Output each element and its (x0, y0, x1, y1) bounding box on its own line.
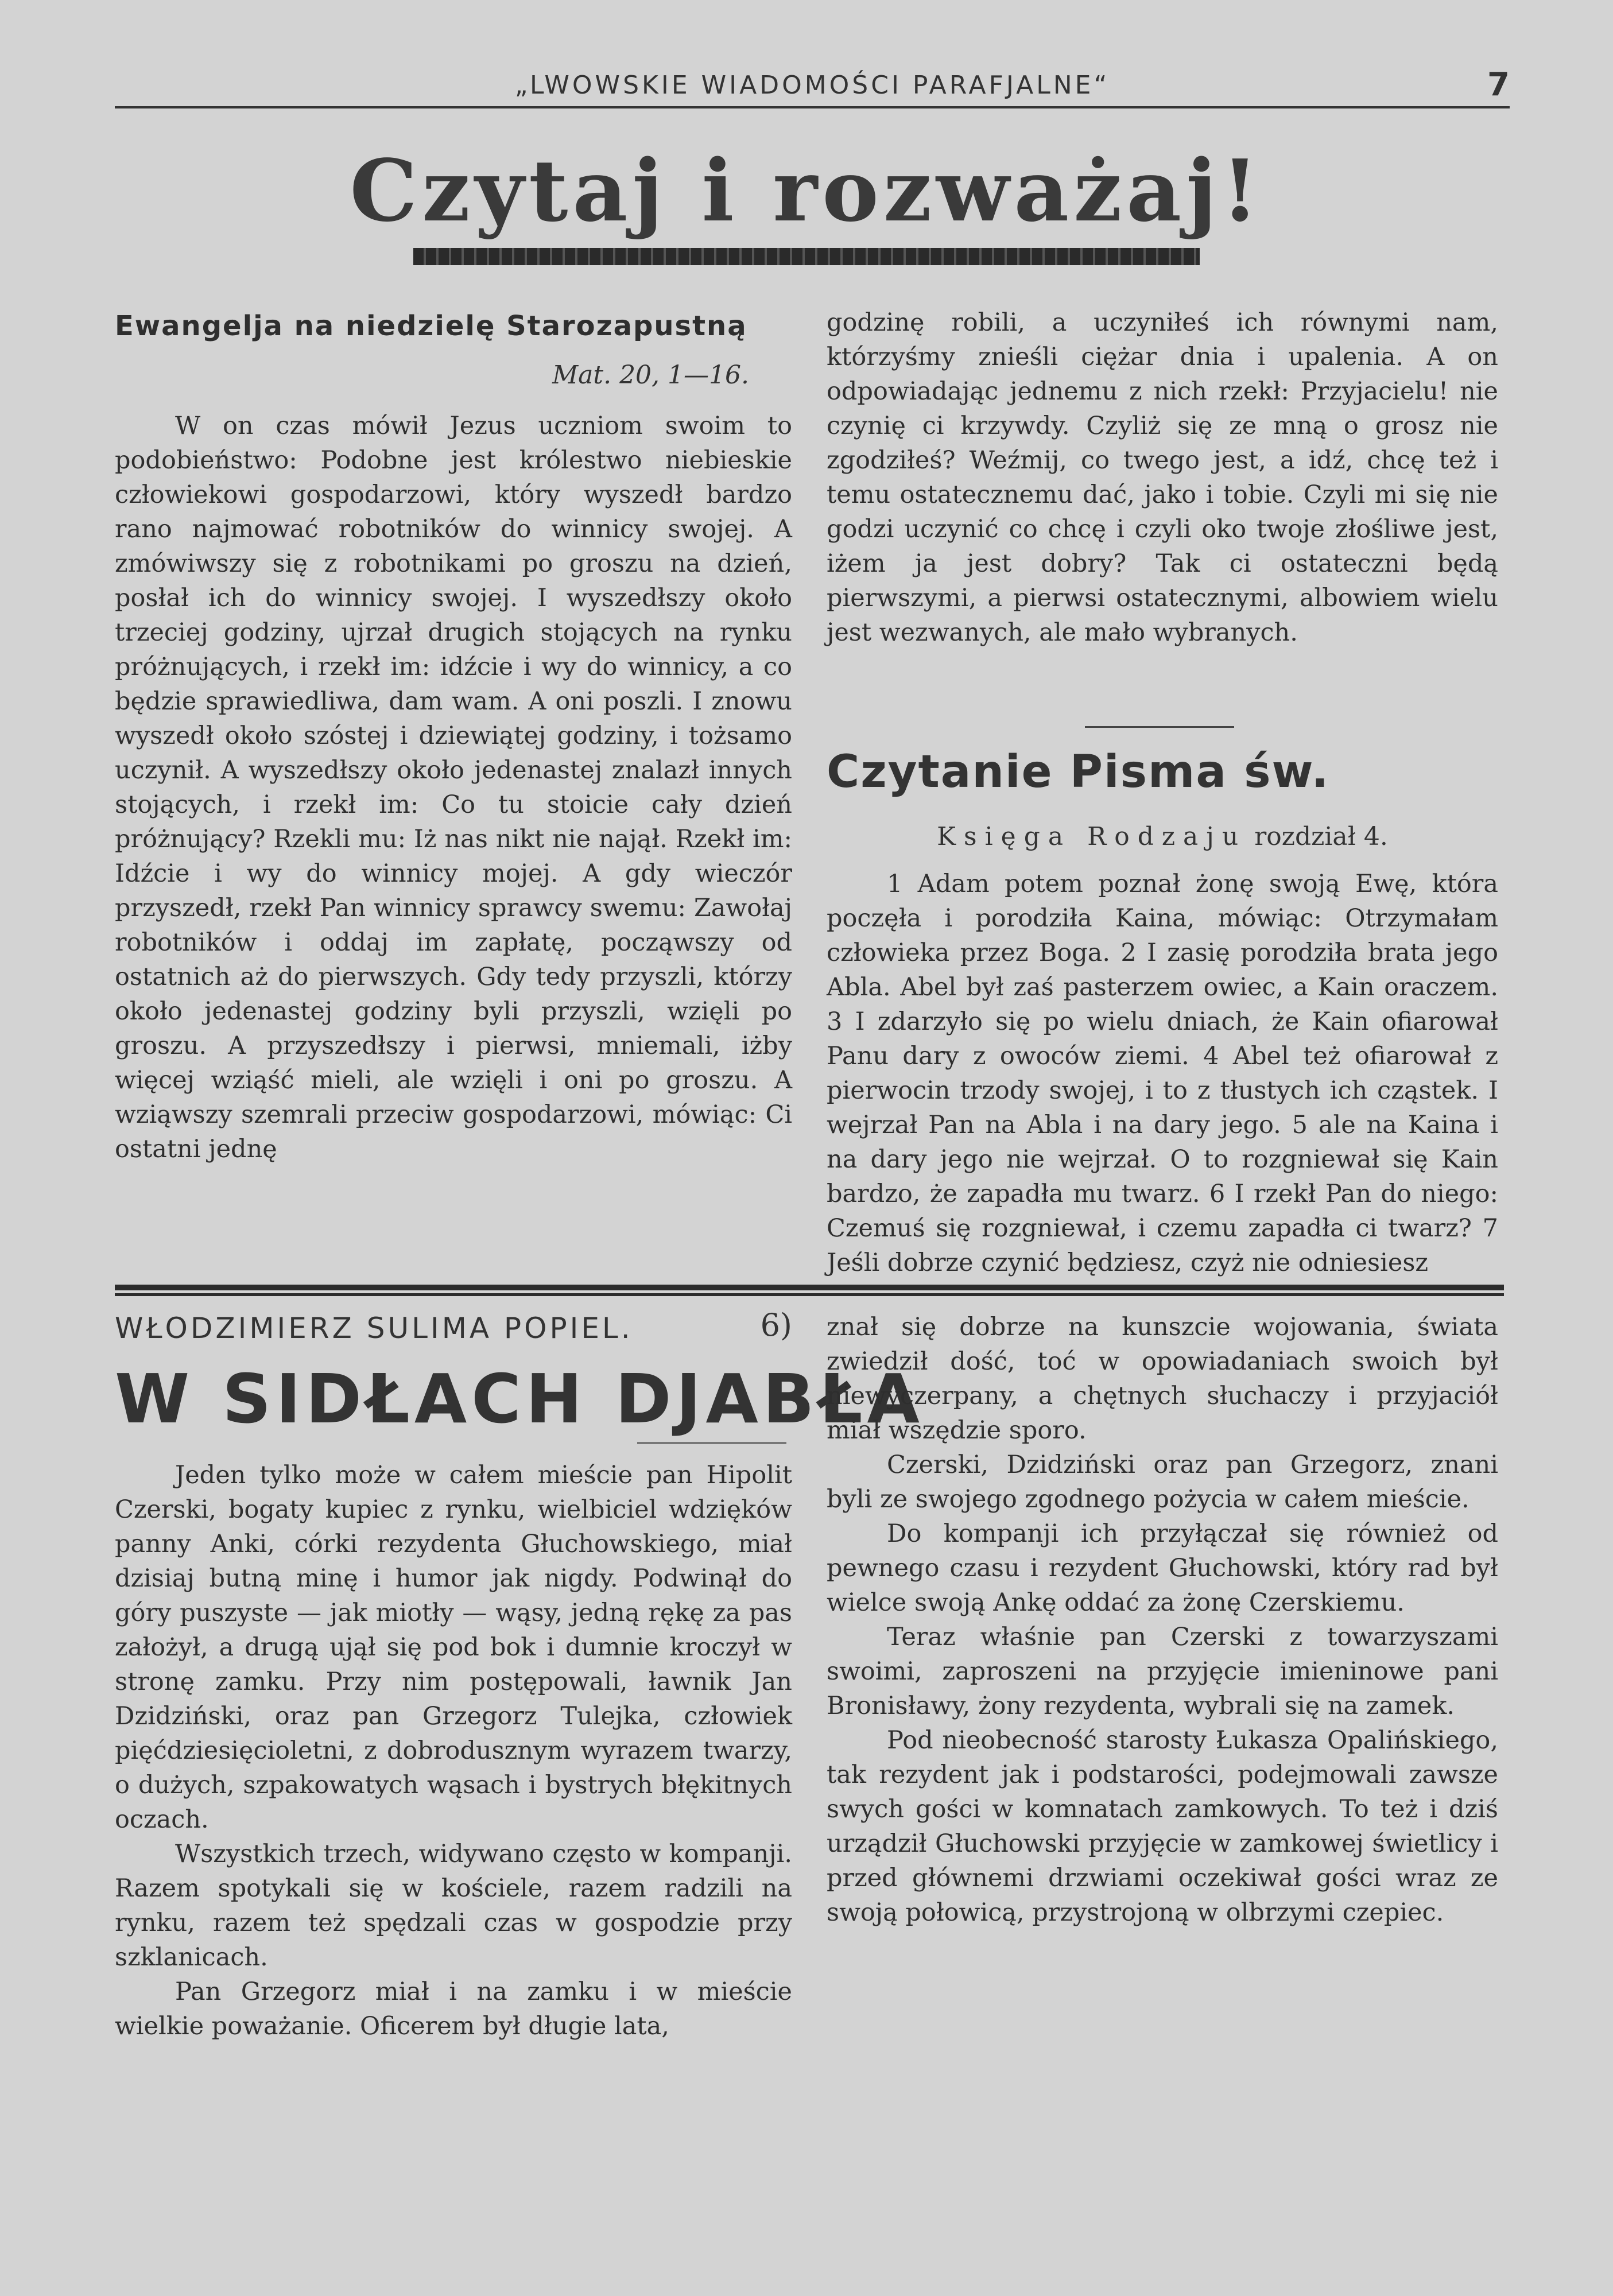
gospel-left-column (115, 409, 792, 1166)
story-paragraph: Pan Grzegorz miał i na zamku i w mieście wielkie poważanie. Oficerem był długie lata, (115, 1977, 792, 2041)
gospel-paragraph: W on czas mówił Jezus uczniom swoim to podobieństwo: Podobne jest królestwo niebieskie człowiekowi gospodarzowi, który wyszedł bardzo rano najmować robotników do winnicy swojej. A zmówiwszy się z robotnikami po groszu na dzień, posłał ich do winnicy swojej. I wyszedłszy około trzeciej godziny, ujrzał drugich stojących na rynku próżnujących, i rzekł im: idźcie i wy do winnicy, a co będzie sprawiedliwa, dam wam. A oni poszli. I znowu wyszedł około szóstej i dziewiątej godziny, i tożsamo uczynił. A wyszedłszy około jedenastej znalazł innych stojących, i rzekł im: Co tu stoicie cały dzień próżnujący? Rzekli mu: Iż nas nikt nie najął. Rzekł im: Idźcie i wy do winnicy mojej. A gdy wieczór przyszedł, rzekł Pan winnicy sprawcy swemu: Zawołaj robotników i oddaj im zapłatę, począwszy od ostatnich aż do pierwszych. Gdy tedy przyszli, którzy około jedenastej godziny byli przyszli, wzięli po groszu. A przyszedłszy i pierwsi, mniemali, iżby więcej wziąść mieli, ale wzięli i oni po groszu. A wziąwszy szemrali przeciw gospodarzowi, mówiąc: Ci ostatni jednę (115, 412, 792, 1163)
story-author-line (115, 1307, 792, 1345)
story-paragraph: Czerski, Dzidziński oraz pan Grzegorz, znani byli ze swojego zgodnego pożycia w całem mieście. (827, 1450, 1498, 1514)
story-title-rule (637, 1442, 786, 1444)
scripture-column (827, 867, 1498, 1280)
gospel-heading: Ewangelja na niedzielę Starozapustną (115, 310, 747, 342)
main-title: Czytaj i rozważaj! (350, 141, 1263, 241)
story-title: W SIDŁACH DJABŁA (115, 1359, 924, 1438)
story-right-column (827, 1310, 1498, 1930)
story-paragraph: Do kompanji ich przyłączał się również od pewnego czasu i rezydent Głuchowski, który rad był wielce swoją Ankę oddać za żonę Czerskiemu. (827, 1519, 1498, 1617)
story-paragraph: Pod nieobecność starosty Łukasza Opalińskiego, tak rezydent jak i podstarości, podejmowali zawsze swych gości w komnatach zamkowych. To też i dziś urządził Głuchowski przyjęcie w zamkowej świetlicy i przed głównemi drzwiami oczekiwał gości wraz ze swoją połowicą, przystrojoną w olbrzymi czepiec. (827, 1726, 1498, 1927)
running-header (115, 66, 1510, 108)
gospel-right-column (827, 305, 1498, 650)
running-title: „LWOWSKIE WIADOMOŚCI PARAFJALNE“ (514, 71, 1110, 100)
gospel-paragraph-continued: godzinę robili, a uczyniłeś ich równymi nam, którzyśmy znieśli ciężar dnia i upalenia. A on odpowiadając jednemu z nich rzekł: Przyjacielu! nie czynię ci krzywdy. Czyliż się ze mną o grosz nie zgodziłeś? Weźmij, co twego jest, a idź, chcę też i temu ostatecznemu dać, jako i tobie. Czyli mi się nie godzi uczynić co chcę i czyli oko twoje złośliwe jest, iżem ja jest dobry? Tak ci ostateczni będą pierwszymi, a pierwsi ostatecznymi, albowiem wielu jest wezwanych, ale mało wybranych. (827, 308, 1498, 647)
page-number: 7 (1487, 66, 1510, 103)
story-paragraph: znał się dobrze na kunszcie wojowania, świata zwiedził dość, toć w opowiadaniach swoich był niewyczerpany, a chętnych słuchaczy i przyjaciół miał wszędzie sporo. (827, 1313, 1498, 1445)
story-paragraph: Jeden tylko może w całem mieście pan Hipolit Czerski, bogaty kupiec z rynku, wielbiciel wdzięków panny Anki, córki rezydenta Głuchowskiego, miał dzisiaj butną minę i humor jak nigdy. Podwinął do góry puszyste — jak miotły — wąsy, jedną rękę za pas założył, a drugą ujął się pod bok i dumnie kroczył w stronę zamku. Przy nim postępowali, ławnik Jan Dzidziński, oraz pan Grzegorz Tulejka, człowiek pięćdziesięcioletni, z dobrodusznym wyrazem twarzy, o dużych, szpakowatych wąsach i bystrych błękitnych oczach. (115, 1461, 792, 1834)
title-underline (413, 248, 1200, 265)
scripture-chapter: rozdział 4. (1254, 822, 1388, 851)
scripture-paragraph: 1 Adam potem poznał żonę swoją Ewę, która poczęła i porodziła Kaina, mówiąc: Otrzymałam człowieka przez Boga. 2 I zasię porodziła brata jego Abla. Abel był zaś pasterzem owiec, a Kain oraczem. 3 I zdarzyło się po wielu dniach, że Kain ofiarował Panu dary z owoców ziemi. 4 Abel też ofiarował z pierwocin trzody swojej, i to z tłustych ich cząstek. I wejrzał Pan na Abla i na dary jego. 5 ale na Kaina i na dary jego nie wejrzał. O to rozgniewał się Kain bardzo, że zapadła mu twarz. 6 I rzekł Pan do niego: Czemuś się rozgniewał, i czemu zapadła ci twarz? 7 Jeśli dobrze czynić będziesz, czyż nie odniesiesz (827, 870, 1498, 1277)
section-divider (1085, 726, 1234, 728)
story-paragraph: Teraz właśnie pan Czerski z towarzyszami swoimi, zaproszeni na przyjęcie imieninowe pani Bronisławy, żony rezydenta, wybrali się na zamek. (827, 1623, 1498, 1720)
scripture-book: Księga Rodzaju (937, 822, 1247, 851)
story-author: WŁODZIMIERZ SULIMA POPIEL. (115, 1312, 633, 1345)
story-left-column (115, 1458, 792, 2043)
scripture-heading: Czytanie Pisma św. (827, 746, 1330, 798)
story-paragraph: Wszystkich trzech, widywano często w kompanji. Razem spotykali się w kościele, razem radzili na rynku, razem też spędzali czas w gospodzie przy szklanicach. (115, 1840, 792, 1972)
gospel-reference: Mat. 20, 1—16. (552, 360, 749, 390)
scripture-book-line (827, 822, 1498, 851)
story-separator-rule (115, 1285, 1504, 1296)
story-installment: 6) (760, 1307, 792, 1343)
